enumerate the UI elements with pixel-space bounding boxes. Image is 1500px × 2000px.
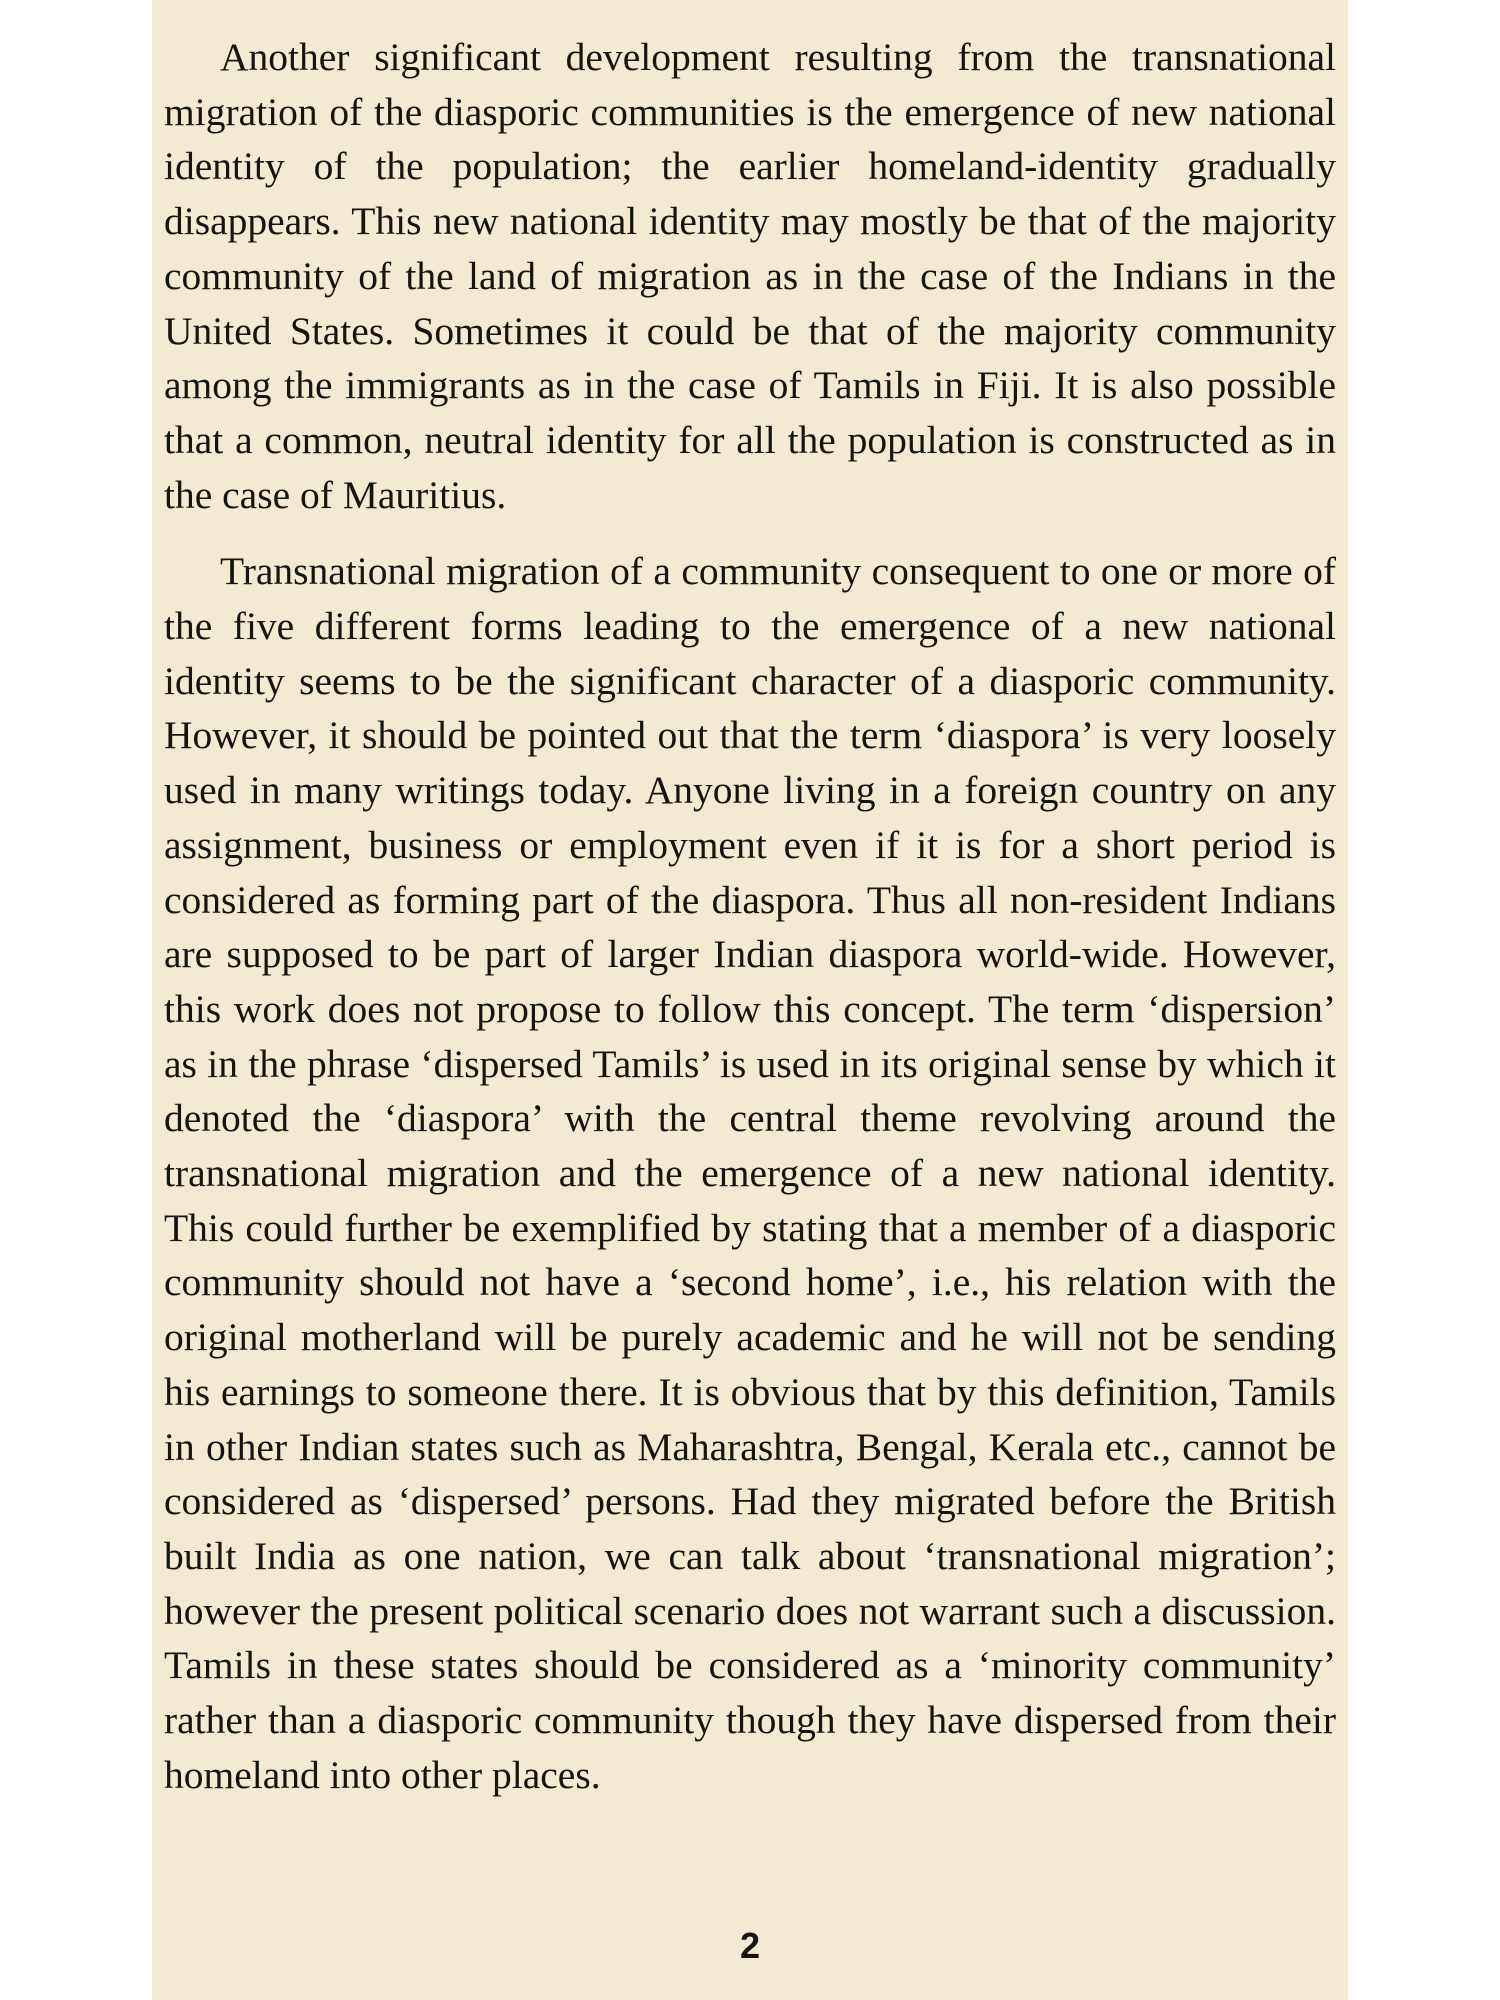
paragraph-2: Transnational migration of a community consequent to one or more of the five different forms leading to the emergence of a new national identity seems to be the significant character of a diasporic community. However, it should be pointed out that the term ‘diaspora’ is very loosely used in many writings today. Anyone living in a foreign country on any assignment, business or employment even if it is for a short period is considered as forming part of the diaspora. Thus all non-resident Indians are supposed to be part of larger Indian diaspora world-wide. However, this work does not propose to follow this concept. The term ‘dispersion’ as in the phrase ‘dispersed Tamils’ is used in its original sense by which it denoted the ‘diaspora’ with the central theme revolving around the transnational migration and the emergence of a new national identity. This could further be exemplified by stating that a member of a diasporic community should not have a ‘second home’, i.e., his relation with the original motherland will be purely academic and he will not be sending his earnings to someone there. It is obvious that by this definition, Tamils in other Indian states such as Maharashtra, Bengal, Kerala etc., cannot be considered as ‘dispersed’ persons. Had they migrated before the British built India as one nation, we can talk about ‘transnational migration’; however the present political scenario does not warrant such a discussion. Tamils in these states should be considered as a ‘minority community’ rather than a diasporic community though they have dispersed from their homeland into other places. <box>164 549 1336 1797</box>
page-number: 2 <box>739 1925 761 1966</box>
book-page <box>152 0 1348 2000</box>
paragraph-1: Another significant development resulting from the transnational migration of the diasporic communities is the emergence of new national identity of the population; the earlier homeland-identity gradually disappears. This new national identity may mostly be that of the majority community of the land of migration as in the case of the Indians in the United States. Sometimes it could be that of the majority community among the immigrants as in the case of Tamils in Fiji. It is also possible that a common, neutral identity for all the population is constructed as in the case of Mauritius. <box>164 35 1336 517</box>
body-text <box>164 30 1336 1803</box>
